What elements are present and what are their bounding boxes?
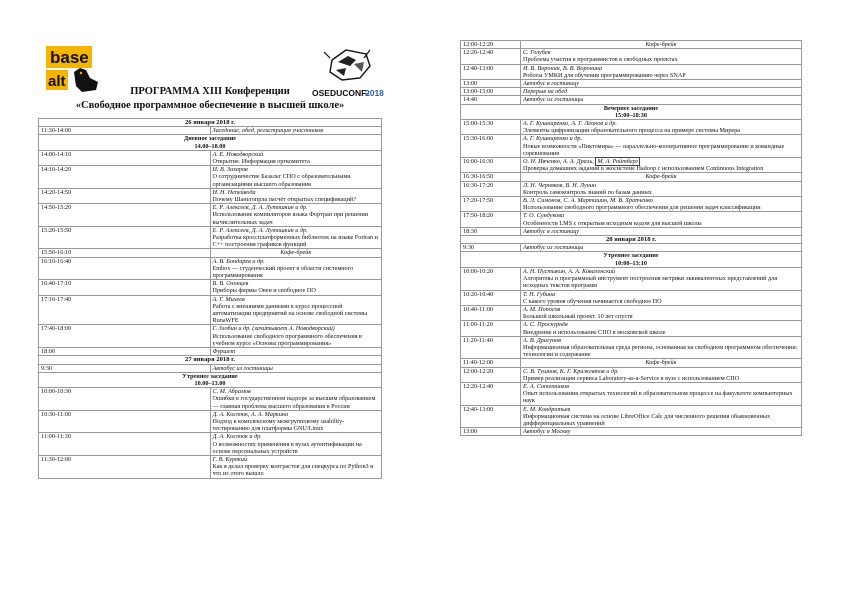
slot-content — [521, 88, 802, 96]
program-table-left — [38, 118, 382, 479]
slot-time: 12:40-13:00 — [461, 64, 521, 79]
slot-content — [210, 433, 382, 456]
program-row — [39, 127, 382, 135]
program-row — [461, 120, 802, 135]
slot-content — [210, 325, 382, 348]
slot-content — [521, 120, 802, 135]
slot-content — [521, 181, 802, 196]
speaker-names: Е. Р. Алексеев, Д. А. Лутошкин и др. — [212, 204, 308, 212]
talk-title: О возможностях применения в вузах аутентификации на основе персональных устройств — [212, 440, 362, 455]
talk-title: Работа с внешними данными в курсе процессной автоматизации предприятий на основе свободной системы RunaWFE — [212, 302, 368, 325]
speaker-names: В. Л. Симонов, С. А. Мартишин, М. В. Храпченко — [523, 197, 653, 205]
speaker-names: Л. Н. Черняков, В. Н. Лунин — [523, 181, 597, 189]
event-label: Перерыв на обед — [523, 88, 568, 96]
program-row — [39, 204, 382, 227]
slot-content — [210, 127, 382, 135]
day-header-row — [39, 119, 382, 127]
program-row — [461, 382, 802, 405]
svg-text:2018: 2018 — [365, 88, 384, 98]
slot-content — [210, 188, 382, 203]
program-row — [461, 49, 802, 64]
program-row — [39, 150, 382, 165]
slot-content — [210, 348, 382, 356]
talk-title: Embox — студенческий проект в области системного программирования — [212, 264, 354, 280]
slot-content — [521, 244, 802, 252]
speaker-names: С. М. Абрамов — [212, 388, 251, 396]
slot-time: 17:20-17:50 — [461, 197, 521, 212]
event-label: Заседание, обед, регистрация участников — [212, 127, 324, 135]
slot-time: 15:20-15:50 — [39, 226, 211, 249]
speaker-names: А. Е. Новодворский — [212, 150, 264, 158]
speaker-names: С. В. Тушнов, К. Г. Крижевтов и др. — [523, 367, 619, 375]
program-row — [461, 181, 802, 196]
slot-content — [210, 204, 382, 227]
slot-time: 15:00-15:30 — [461, 120, 521, 135]
slot-content — [521, 290, 802, 305]
svg-text:alt: alt — [48, 73, 66, 90]
slot-content — [210, 410, 382, 433]
program-row — [461, 212, 802, 227]
slot-content — [521, 336, 802, 359]
session-line: 15:00–18:30 — [615, 111, 647, 119]
talk-title: Почему Шаньтопрла пасчёт открытых спецификаций? — [212, 196, 356, 204]
slot-content — [210, 226, 382, 249]
program-row — [39, 249, 382, 257]
slot-content — [521, 382, 802, 405]
talk-title: Информационная система на основе LibreOffice Calc для численного решения обыкновенных дифференциальных уравнений — [523, 412, 771, 427]
slot-time: 10:00-10:30 — [39, 388, 211, 411]
speaker-names: Г. В. Курякий — [212, 455, 247, 463]
program-row — [461, 197, 802, 212]
slot-time: 12:00-12:20 — [461, 41, 521, 49]
talk-title: Открытие. Информация оргкомитета — [212, 158, 310, 166]
talk-title: Контроль самоконтроль знаний по базам данных — [523, 188, 652, 196]
slot-time: 9:30 — [461, 244, 521, 252]
event-label: Автобус из гостиницы — [212, 364, 273, 372]
slot-content — [210, 295, 382, 325]
speaker-names: А. М. Попосов — [523, 305, 561, 313]
slot-content — [521, 212, 802, 227]
slot-content — [210, 364, 382, 372]
speaker-names: И. В. Воронин, В. В. Воронина — [523, 64, 602, 72]
slot-time: 10:40-11:00 — [461, 305, 521, 320]
day-date: 28 января 2018 г. — [461, 236, 802, 244]
slot-content — [521, 321, 802, 336]
slot-time: 12:20-12:40 — [461, 382, 521, 405]
slot-content — [210, 388, 382, 411]
program-row — [461, 428, 802, 436]
talk-title: Внедрение и использование СПО в московской школе — [523, 328, 666, 336]
slot-content — [521, 367, 802, 382]
slot-content — [210, 150, 382, 165]
program-row — [39, 257, 382, 280]
slot-time: 12:20-12:40 — [461, 49, 521, 64]
session-line: 14.00–18.00 — [194, 142, 226, 150]
session-title — [39, 135, 382, 150]
program-row — [461, 305, 802, 320]
slot-time: 10:20-10:40 — [461, 290, 521, 305]
event-label: Кофе-брейк — [645, 41, 677, 48]
session-title — [39, 372, 382, 387]
speaker-highlight: М. А. Ройтберг — [597, 158, 639, 166]
session-line: Вечернее заседание — [603, 104, 659, 112]
program-row — [39, 364, 382, 372]
slot-content — [521, 428, 802, 436]
slot-time: 14:20-14:50 — [39, 188, 211, 203]
program-row — [461, 336, 802, 359]
program-row — [39, 388, 382, 411]
slot-time: 14:40 — [461, 96, 521, 104]
speaker-names: И. В. Захаров — [212, 166, 248, 174]
slot-time: 13:00-15:00 — [461, 88, 521, 96]
speaker-names: А. Н. Пустыкин, А. А. Коваленский — [523, 267, 616, 275]
slot-time: 15:50-16:10 — [39, 249, 211, 257]
talk-title: Алгоритмы и программный инструмент построения метрики эквивалентных представлений для исходных текстов программ — [523, 275, 778, 290]
talk-title: Особенности LMS с открытым исходным кодом для высшей школы — [523, 219, 702, 227]
slot-time: 16:40-17:10 — [39, 280, 211, 295]
slot-time: 12:40-13:00 — [461, 405, 521, 428]
day-date: 26 января 2018 г. — [39, 119, 382, 127]
page-subtitle: «Свободное программное обеспечение в высшей школе» — [75, 100, 345, 111]
session-line: Дневное заседание — [183, 135, 237, 143]
svg-text:base: base — [50, 48, 89, 67]
event-label: Кофе-брейк — [645, 359, 677, 367]
event-label: Автобус в Москву — [523, 428, 571, 436]
talk-title: Использование компиляторов языка Фортран при решении вычислительных задач — [212, 211, 369, 226]
event-label: Фуршет — [212, 348, 236, 356]
talk-title: Как я делал проверку контрастов для спецкурса по Python3 и что из этого вышло — [212, 463, 374, 478]
program-row — [461, 367, 802, 382]
talk-title: Разработка кроссплатформенных библиотек на языке Fortran и C++ построения графиков функций — [212, 234, 378, 249]
slot-time: 14:00-14:10 — [39, 150, 211, 165]
talk-title: Роботы УМКИ для обучения программированию через SNAP — [523, 71, 686, 79]
speaker-names: Г. Злобин и др. (зачитывает А. Новодворский) — [212, 325, 335, 333]
speaker-names: Е. М. Кондратьев — [523, 405, 571, 413]
speaker-names: Т. О. Сундукова — [523, 212, 564, 220]
program-row — [39, 410, 382, 433]
slot-time: 11:20-11:40 — [461, 336, 521, 359]
talk-title: Большой школьный проект. 10 лет спустя — [523, 313, 633, 321]
slot-content — [521, 158, 802, 173]
slot-content — [521, 135, 802, 158]
slot-content — [521, 96, 802, 104]
talk-title: Проверка домашних заданий в экосистеме Hadoop с использованием Continuous Integration — [523, 165, 764, 173]
slot-time: 16:30-16:50 — [461, 173, 521, 181]
day-date: 27 января 2018 г. — [39, 356, 382, 364]
program-row — [461, 88, 802, 96]
talk-title: Информационная образовательная среда региона, основанная на свободном программном обеспечении: технологии и содержание — [523, 343, 798, 359]
program-row — [39, 348, 382, 356]
speaker-names: О. Н. Ивченко, А. А. Драль, М. А. Ройтберг — [523, 158, 639, 166]
slot-content — [521, 173, 802, 181]
talk-title: С какого уровня обучения начинается свободное ПО — [523, 297, 662, 305]
program-table-right — [460, 40, 802, 436]
talk-title: Использование свободного программного обеспечения в учебном курсе «Основы программирования» — [212, 332, 362, 347]
talk-title: Пример реализации сервиса Laboratory-as-a-Service в вузе с использованием СПО — [523, 374, 740, 382]
slot-time: 11:40-12:00 — [461, 359, 521, 367]
slot-time: 17:40-18:00 — [39, 325, 211, 348]
header — [38, 0, 382, 118]
program-row — [39, 280, 382, 295]
program-row — [461, 405, 802, 428]
program-row — [461, 158, 802, 173]
speaker-names: Д. А. Костюк, А. А. Маркина — [212, 410, 289, 418]
program-row — [461, 173, 802, 181]
right-column — [460, 40, 802, 436]
talk-title: Элементы цифровизации образовательного процесса на примере системы Мирера — [523, 127, 741, 135]
slot-time: 10:00-10:20 — [461, 267, 521, 290]
talk-title: Приборы фирмы Овен и свободное ПО — [212, 287, 316, 295]
slot-time: 13:00 — [461, 80, 521, 88]
slot-content — [521, 197, 802, 212]
slot-content — [210, 257, 382, 280]
session-header-row — [461, 104, 802, 119]
session-title — [461, 104, 802, 119]
slot-time: 13:00 — [461, 428, 521, 436]
slot-content — [521, 49, 802, 64]
talk-title: Подход к комплексному межгрупповому usability-тестированию для платформы GNU/Linux — [212, 417, 345, 433]
slot-content — [521, 305, 802, 320]
program-row — [39, 455, 382, 478]
talk-title: Опыт использования открытых технологий в образовательном процессе на факультете компьютерных наук — [523, 390, 793, 405]
slot-time: 11:00-11:30 — [39, 433, 211, 456]
slot-content — [210, 166, 382, 189]
slot-content — [210, 455, 382, 478]
program-row — [461, 321, 802, 336]
speaker-names: А. В. Бондарев и др. — [212, 257, 265, 265]
slot-time: 15:30-16:00 — [461, 135, 521, 158]
session-header-row — [39, 372, 382, 387]
event-label: Автобус из гостиницы — [523, 244, 584, 252]
program-row — [39, 295, 382, 325]
slot-content — [521, 267, 802, 290]
page-title: ПРОГРАММА XIII Конференции — [130, 86, 290, 97]
talk-title: Проблема участия в программистов в свободных проектах — [523, 56, 678, 64]
program-row — [461, 96, 802, 104]
program-row — [461, 64, 802, 79]
slot-time: 18:00 — [39, 348, 211, 356]
speaker-names: Н. Н. Непейвода — [212, 188, 256, 196]
event-label: Автобус из гостиницы — [523, 96, 584, 104]
speaker-names: С. Голубев — [523, 49, 551, 57]
slot-time: 14:50-15:20 — [39, 204, 211, 227]
event-label: Автобус в гостиницу — [523, 80, 579, 88]
slot-content — [210, 249, 382, 257]
session-header-row — [39, 135, 382, 150]
slot-content — [521, 227, 802, 235]
slot-time: 17:50-18:20 — [461, 212, 521, 227]
session-line: Утреннее заседание — [182, 372, 238, 380]
slot-time: 11:30-14:00 — [39, 127, 211, 135]
speaker-names: А. В. Драгунов — [523, 336, 561, 344]
slot-time: 16:10-16:40 — [39, 257, 211, 280]
slot-content — [521, 405, 802, 428]
session-header-row — [461, 252, 802, 267]
speaker-names: А. Г. Кушниренко и др. — [523, 135, 583, 143]
program-row — [39, 325, 382, 348]
slot-time: 16:00-16:30 — [461, 158, 521, 173]
speaker-names: Е. А. Сотенников — [523, 382, 569, 390]
speaker-names: Д. А. Костюк и др. — [212, 433, 262, 441]
svg-text:OSEDUCONF-: OSEDUCONF- — [312, 88, 370, 98]
speaker-names: А. С. Проскурнёв — [523, 321, 568, 329]
day-header-row — [39, 356, 382, 364]
slot-time: 12:00-12:20 — [461, 367, 521, 382]
program-row — [39, 188, 382, 203]
slot-time: 17:10-17:40 — [39, 295, 211, 325]
slot-time: 16:30-17:20 — [461, 181, 521, 196]
speaker-names: В. В. Олонцев — [212, 280, 249, 288]
event-label: Кофе-брейк — [280, 249, 312, 257]
program-row — [39, 166, 382, 189]
slot-content — [521, 80, 802, 88]
talk-title: О сотрудничестве Базальт СПО с образовательными организациями высшего образования — [212, 173, 351, 188]
program-row — [461, 227, 802, 235]
talk-title: Использование свободного программного обеспечения для решения задач классификации — [523, 204, 761, 212]
program-row — [461, 290, 802, 305]
slot-time: 11:30-12:00 — [39, 455, 211, 478]
speaker-names: А. Г. Кушниренко, А. Г. Леонов и др. — [523, 120, 617, 128]
program-row — [461, 267, 802, 290]
day-header-row — [461, 236, 802, 244]
slot-time: 11:00-11:20 — [461, 321, 521, 336]
program-row — [461, 135, 802, 158]
program-row — [39, 226, 382, 249]
talk-title: Ошибки в государственном надзоре за высшим образованием — главная проблема высшего образования в России — [212, 395, 376, 410]
event-label: Автобус в гостиницу — [523, 227, 579, 235]
program-row — [39, 433, 382, 456]
session-line: Утреннее заседание — [603, 252, 659, 260]
left-column — [38, 0, 382, 479]
speaker-names: А. Г. Михеев — [212, 295, 245, 303]
program-row — [461, 80, 802, 88]
slot-content — [521, 41, 802, 49]
slot-time: 14:10-14:20 — [39, 166, 211, 189]
slot-time: 9:30 — [39, 364, 211, 372]
session-line: 10.00–13.00 — [194, 379, 226, 387]
slot-content — [210, 280, 382, 295]
speaker-names: Т. Н. Губина — [523, 290, 556, 298]
slot-content — [521, 359, 802, 367]
talk-title: Новые возможности «Пиктомира» — параллельно-кооперативное программирование и командные соревнования — [523, 142, 785, 157]
slot-time: 10:30-11:00 — [39, 410, 211, 433]
program-row — [461, 359, 802, 367]
program-row — [461, 41, 802, 49]
speaker-names: Е. Р. Алексеев, Д. А. Лутошкин и др. — [212, 226, 308, 234]
event-label: Кофе-брейк — [645, 173, 677, 181]
slot-time: 18:30 — [461, 227, 521, 235]
session-line: 10:00–13:10 — [615, 259, 647, 267]
session-title — [461, 252, 802, 267]
program-row — [461, 244, 802, 252]
slot-content — [521, 64, 802, 79]
